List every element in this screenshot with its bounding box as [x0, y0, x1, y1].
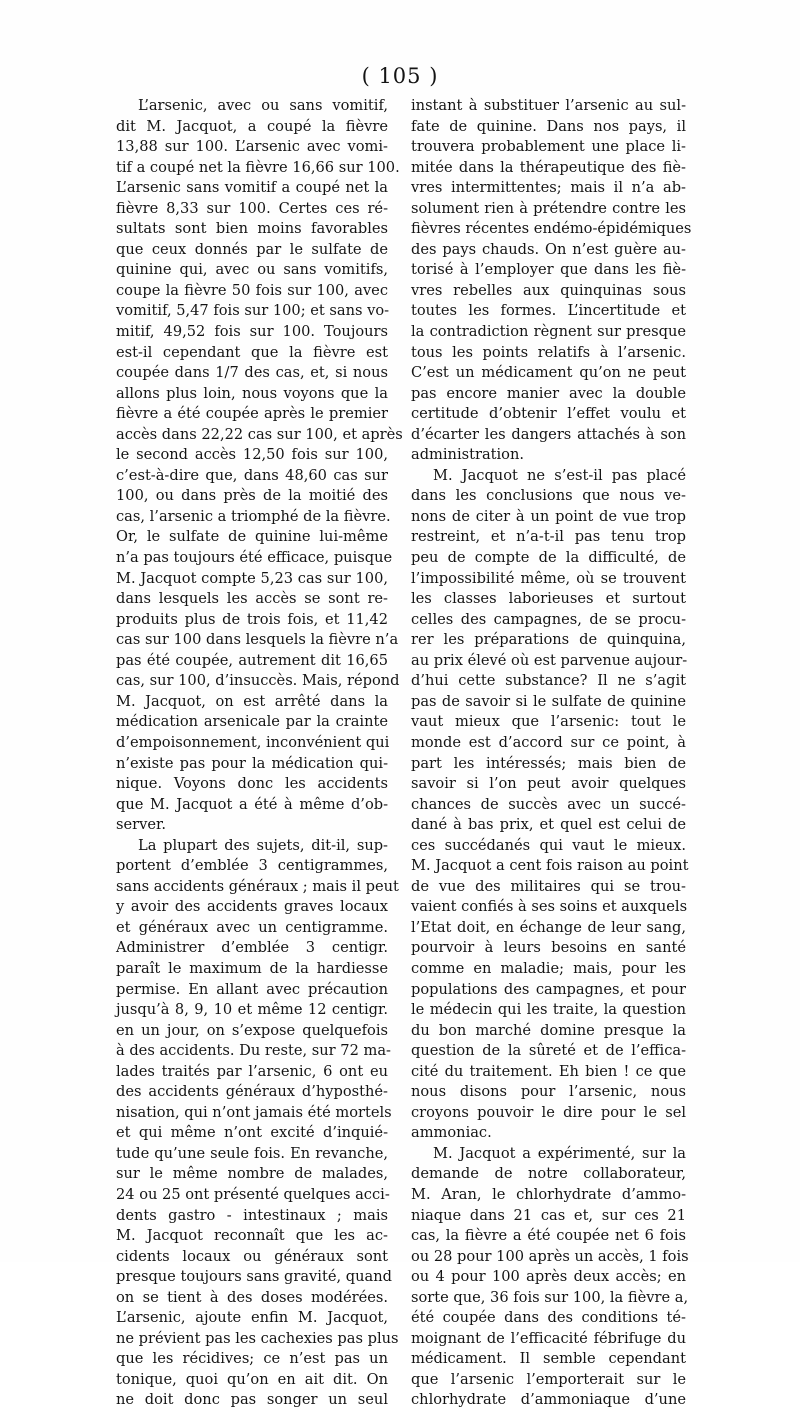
- text-line: dans lesquels les accès se sont re-: [116, 590, 388, 608]
- text-line: Administrer d’emblée 3 centigr.: [116, 939, 388, 957]
- text-line: et qui même n’ont excité d’inquié-: [116, 1124, 388, 1142]
- text-line: cité du traitement. Eh bien ! ce que: [411, 1062, 686, 1080]
- text-line: et généraux avec un centigramme.: [116, 918, 388, 936]
- text-line: portent d’emblée 3 centigrammes,: [116, 857, 388, 875]
- text-line: savoir si l’on peut avoir quelques: [411, 775, 686, 793]
- text-line: coupe la fièvre 50 fois sur 100, avec: [116, 281, 388, 299]
- text-line: nous disons pour l’arsenic, nous: [411, 1083, 686, 1101]
- text-line: accès dans 22,22 cas sur 100, et après: [116, 425, 403, 443]
- text-line: L’arsenic, ajoute enfin M. Jacquot,: [116, 1309, 388, 1327]
- text-line: instant à substituer l’arsenic au sul-: [411, 97, 686, 114]
- text-line: M. Jacquot ne s’est-il pas placé: [433, 466, 686, 484]
- text-line: vres rebelles aux quinquinas sous: [411, 281, 686, 299]
- text-line: 13,88 sur 100. L’arsenic avec vomi-: [116, 138, 388, 156]
- text-line: ammoniac.: [411, 1124, 492, 1142]
- text-line: y avoir des accidents graves locaux: [116, 898, 388, 916]
- text-line: n’existe pas pour la médication qui-: [116, 754, 388, 772]
- text-line: torisé à l’employer que dans les fiè-: [411, 261, 686, 279]
- text-line: mitif, 49,52 fois sur 100. Toujours: [116, 323, 388, 341]
- text-line: sultats sont bien moins favorables: [116, 220, 388, 238]
- text-line: M. Jacquot reconnaît que les ac-: [116, 1227, 388, 1245]
- text-line: populations des campagnes, et pour: [411, 980, 686, 998]
- text-line: ne doit donc pas songer un seul: [116, 1391, 388, 1409]
- text-line: pas été coupée, autrement dit 16,65: [116, 651, 388, 669]
- text-line: paraît le maximum de la hardiesse: [116, 959, 388, 977]
- paragraph: [116, 96, 403, 836]
- text-line: des accidents généraux d’hyposthé-: [116, 1083, 388, 1101]
- text-line: vaut mieux que l’arsenic: tout le: [411, 713, 686, 731]
- text-line: nons de citer à un point de vue trop: [411, 507, 686, 525]
- text-line: mitée dans la thérapeutique des fiè-: [411, 158, 686, 176]
- text-line: dans les conclusions que nous ve-: [411, 487, 686, 505]
- text-line: médication arsenicale par la crainte: [116, 713, 388, 731]
- text-line: administration.: [411, 446, 525, 464]
- text-line: chlorhydrate d’ammoniaque d’une: [411, 1391, 686, 1409]
- text-line: fièvre 8,33 sur 100. Certes ces ré-: [116, 199, 388, 217]
- text-line: certitude d’obtenir l’effet voulu et: [411, 405, 686, 423]
- text-line: comme en maladie; mais, pour les: [411, 959, 686, 977]
- text-line: que l’arsenic l’emporterait sur le: [411, 1370, 686, 1388]
- text-line: monde est d’accord sur ce point, à: [411, 733, 686, 751]
- text-line: lades traités par l’arsenic, 6 ont eu: [116, 1062, 388, 1080]
- text-line: vomitif, 5,47 fois sur 100; et sans vo-: [116, 302, 390, 320]
- text-line: presque toujours sans gravité, quand: [116, 1268, 392, 1286]
- text-line: M. Aran, le chlorhydrate d’ammo-: [411, 1185, 686, 1203]
- text-line: L’arsenic, avec ou sans vomitif,: [138, 97, 388, 114]
- text-line: ne prévient pas les cachexies pas plus: [116, 1329, 399, 1347]
- text-line: nisation, qui n’ont jamais été mortels: [116, 1103, 392, 1121]
- text-line: tude qu’une seule fois. En revanche,: [116, 1144, 388, 1162]
- text-line: coupée dans 1/7 des cas, et, si nous: [116, 364, 388, 382]
- text-line: question de la sûreté et de l’effica-: [411, 1042, 686, 1060]
- text-line: 24 ou 25 ont présenté quelques acci-: [116, 1185, 390, 1203]
- text-line: que les récidives; ce n’est pas un: [116, 1350, 388, 1368]
- text-line: jusqu’à 8, 9, 10 et même 12 centigr.: [116, 1001, 388, 1019]
- text-line: que ceux donnés par le sulfate de: [116, 240, 388, 258]
- text-line: cas, la fièvre a été coupée net 6 fois: [411, 1227, 686, 1245]
- text-line: croyons pouvoir le dire pour le sel: [411, 1103, 686, 1121]
- paragraph: [411, 466, 689, 1144]
- text-line: sorte que, 36 fois sur 100, la fièvre a,: [411, 1288, 689, 1306]
- text-line: pourvoir à leurs besoins en santé: [411, 939, 686, 957]
- text-line: cas, l’arsenic a triomphé de la fièvre.: [116, 507, 391, 525]
- text-line: les classes laborieuses et surtout: [411, 590, 686, 608]
- text-line: quinine qui, avec ou sans vomitifs,: [116, 261, 388, 279]
- right-column: [411, 96, 692, 1411]
- text-line: fièvres récentes endémo-épidémiques: [411, 220, 692, 238]
- text-line: le second accès 12,50 fois sur 100,: [116, 446, 388, 464]
- text-line: L’arsenic sans vomitif a coupé net la: [116, 179, 388, 197]
- text-line: niaque dans 21 cas et, sur ces 21: [411, 1206, 686, 1224]
- text-line: vres intermittentes; mais il n’a ab-: [411, 179, 686, 197]
- text-line: tif a coupé net la fièvre 16,66 sur 100.: [116, 158, 400, 176]
- text-line: produits plus de trois fois, et 11,42: [116, 610, 388, 628]
- text-line: La plupart des sujets, dit-il, sup-: [138, 836, 388, 854]
- text-line: on se tient à des doses modérées.: [116, 1288, 388, 1306]
- text-line: restreint, et n’a-t-il pas tenu trop: [411, 528, 686, 546]
- text-line: toutes les formes. L’incertitude et: [411, 302, 686, 320]
- text-line: l’Etat doit, en échange de leur sang,: [411, 918, 686, 936]
- text-line: ces succédanés qui vaut le mieux.: [411, 836, 686, 854]
- text-line: M. Jacquot, on est arrêté dans la: [116, 692, 388, 710]
- text-line: cas, sur 100, d’insuccès. Mais, répond: [116, 672, 400, 690]
- text-line: dané à bas prix, et quel est celui de: [411, 816, 686, 834]
- text-line: fate de quinine. Dans nos pays, il: [411, 117, 686, 135]
- text-line: 100, ou dans près de la moitié des: [116, 487, 388, 505]
- text-line: solument rien à prétendre contre les: [411, 199, 686, 217]
- paragraph: [116, 836, 399, 1411]
- text-line: cas sur 100 dans lesquels la fièvre n’a: [116, 631, 399, 649]
- text-line: demande de notre collaborateur,: [411, 1165, 686, 1183]
- text-line: allons plus loin, nous voyons que la: [116, 384, 388, 402]
- text-line: peu de compte de la difficulté, de: [411, 549, 686, 567]
- text-line: part les intéressés; mais bien de: [411, 754, 686, 772]
- text-line: ou 28 pour 100 après un accès, 1 fois: [411, 1247, 689, 1265]
- text-line: Or, le sulfate de quinine lui-même: [116, 528, 388, 546]
- text-line: cidents locaux ou généraux sont: [116, 1247, 388, 1265]
- text-line: C’est un médicament qu’on ne peut: [411, 364, 686, 382]
- text-line: pas de savoir si le sulfate de quinine: [411, 692, 686, 710]
- text-line: vaient confiés à ses soins et auxquels: [411, 898, 688, 916]
- text-line: été coupée dans des conditions té-: [411, 1309, 686, 1327]
- text-line: la contradiction règnent sur presque: [411, 323, 686, 341]
- text-line: dents gastro - intestinaux ; mais: [116, 1206, 388, 1224]
- text-line: c’est-à-dire que, dans 48,60 cas sur: [116, 466, 388, 484]
- text-line: d’écarter les dangers attachés à son: [411, 425, 686, 443]
- text-line: tous les points relatifs à l’arsenic.: [411, 343, 686, 361]
- text-line: des pays chauds. On n’est guère au-: [411, 240, 686, 258]
- text-line: M. Jacquot compte 5,23 cas sur 100,: [116, 569, 388, 587]
- text-line: sur le même nombre de malades,: [116, 1165, 388, 1183]
- text-line: fièvre a été coupée après le premier: [116, 405, 388, 423]
- text-line: sans accidents généraux ; mais il peut: [116, 877, 399, 895]
- text-line: médicament. Il semble cependant: [411, 1350, 686, 1368]
- text-line: n’a pas toujours été efficace, puisque: [116, 549, 393, 567]
- text-line: celles des campagnes, de se procu-: [411, 610, 686, 628]
- text-line: le médecin qui les traite, la question: [411, 1001, 686, 1019]
- text-line: l’impossibilité même, où se trouvent: [411, 569, 686, 587]
- text-line: au prix élevé où est parvenue aujour-: [411, 651, 688, 669]
- text-line: tonique, quoi qu’on en ait dit. On: [116, 1370, 388, 1388]
- text-line: nique. Voyons donc les accidents: [116, 775, 388, 793]
- text-line: ou 4 pour 100 après deux accès; en: [411, 1268, 686, 1286]
- paragraph: [411, 1144, 689, 1411]
- paragraph: [411, 96, 692, 466]
- text-line: que M. Jacquot a été à même d’ob-: [116, 795, 388, 813]
- text-line: M. Jacquot a cent fois raison au point: [411, 857, 689, 875]
- text-line: M. Jacquot a expérimenté, sur la: [433, 1144, 686, 1162]
- text-line: chances de succès avec un succé-: [411, 795, 686, 813]
- text-line: rer les préparations de quinquina,: [411, 631, 686, 649]
- text-line: de vue des militaires qui se trou-: [411, 877, 686, 895]
- text-line: moignant de l’efficacité fébrifuge du: [411, 1329, 686, 1347]
- text-line: à des accidents. Du reste, sur 72 ma-: [116, 1042, 391, 1060]
- text-line: du bon marché domine presque la: [411, 1021, 686, 1039]
- text-line: server.: [116, 816, 166, 834]
- text-line: d’hui cette substance? Il ne s’agit: [411, 672, 686, 690]
- left-column: [116, 96, 403, 1411]
- text-line: d’empoisonnement, inconvénient qui: [116, 733, 390, 751]
- text-line: trouvera probablement une place li-: [411, 138, 686, 156]
- text-line: dit M. Jacquot, a coupé la fièvre: [116, 117, 388, 135]
- text-line: pas encore manier avec la double: [411, 384, 686, 402]
- text-line: en un jour, on s’expose quelquefois: [116, 1021, 388, 1039]
- text-line: est-il cependant que la fièvre est: [116, 343, 388, 361]
- text-line: permise. En allant avec précaution: [116, 980, 388, 998]
- page-number: ( 105 ): [361, 64, 439, 88]
